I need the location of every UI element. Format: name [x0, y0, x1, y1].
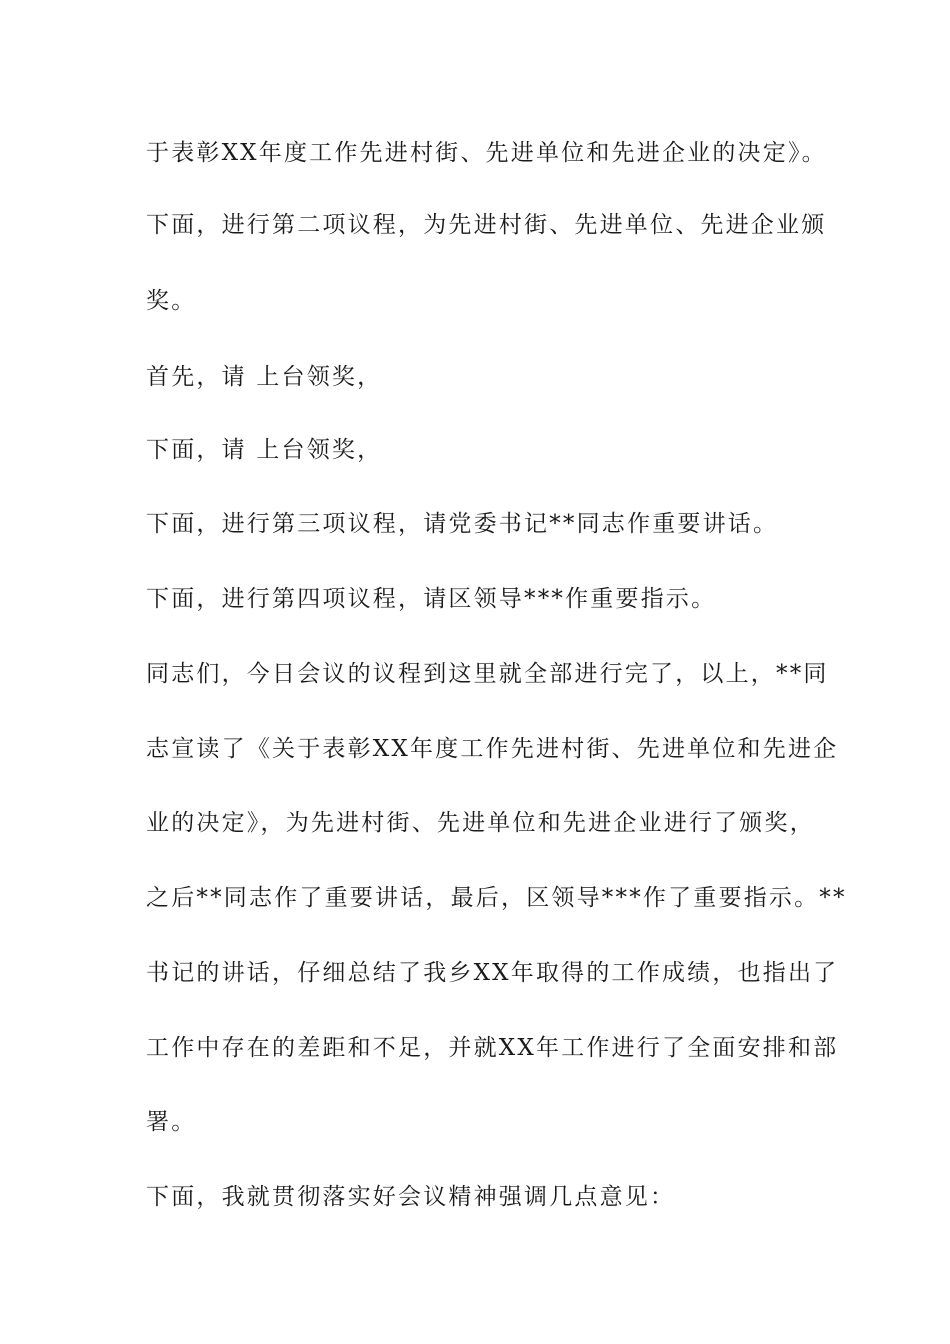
- text-line: 署。: [146, 1109, 197, 1135]
- text-line: 首先，请 上台领奖，: [146, 364, 383, 390]
- text-line: 下面，我就贯彻落实好会议精神强调几点意见：: [146, 1184, 676, 1210]
- text-line: 之后**同志作了重要讲话，最后，区领导***作了重要指示。**: [146, 885, 847, 911]
- text-line: 业的决定》，为先进村街、先进单位和先进企业进行了颁奖，: [146, 810, 815, 836]
- text-line: 下面，进行第三项议程，请党委书记**同志作重要讲话。: [146, 511, 779, 537]
- text-line: 书记的讲话，仔细总结了我乡XX年取得的工作成绩，也指出了: [146, 960, 839, 986]
- text-line: 下面，进行第四项议程，请区领导***作重要指示。: [146, 586, 717, 612]
- text-line: 奖。: [146, 288, 197, 314]
- text-line: 志宣读了《关于表彰XX年度工作先进村街、先进单位和先进企: [146, 736, 839, 762]
- text-line: 下面，请 上台领奖，: [146, 437, 383, 463]
- text-line: 下面，进行第二项议程，为先进村街、先进单位、先进企业颁: [146, 212, 827, 238]
- text-line: 于表彰XX年度工作先进村街、先进单位和先进企业的决定》。: [146, 140, 827, 166]
- text-line: 同志们，今日会议的议程到这里就全部进行完了，以上，**同: [146, 661, 829, 687]
- text-line: 工作中存在的差距和不足，并就XX年工作进行了全面安排和部: [146, 1035, 839, 1061]
